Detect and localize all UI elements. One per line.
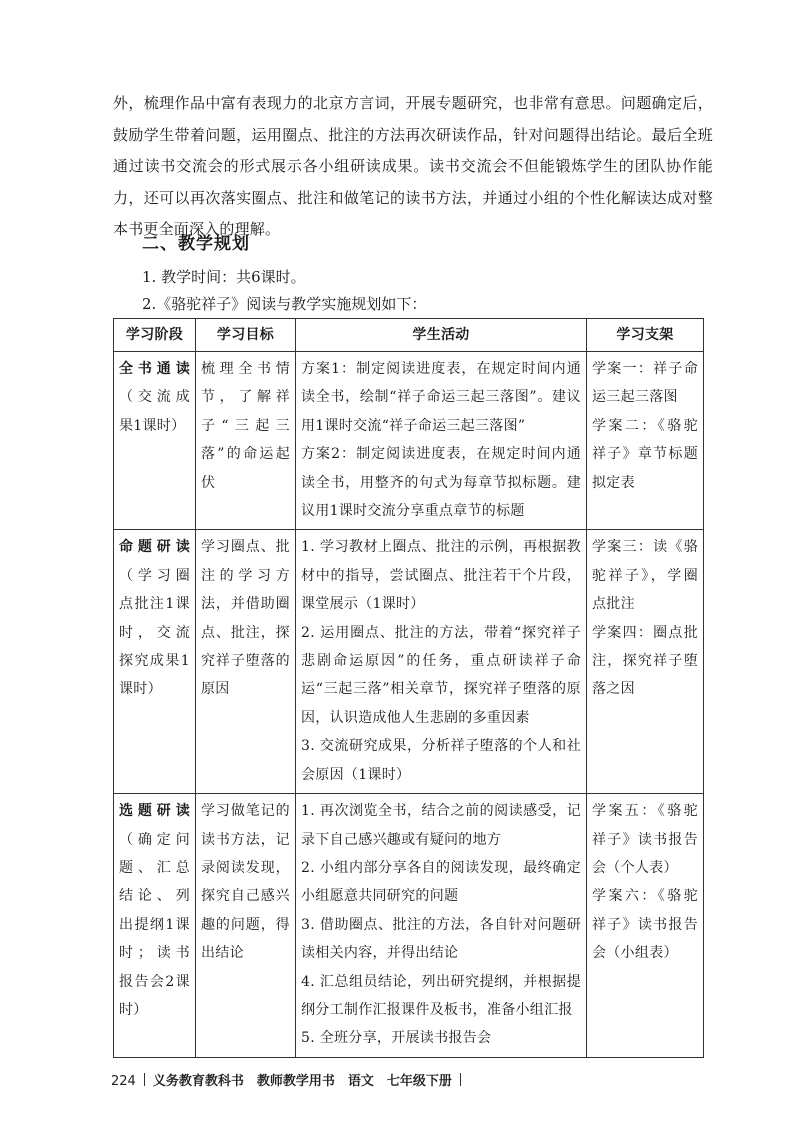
header-activities: 学生活动	[296, 319, 587, 352]
table-row	[114, 352, 704, 530]
stage-note: （学习圈点批注1课时，交流探究成果1课时）	[119, 567, 190, 698]
intro-paragraph: 外，梳理作品中富有表现力的北京方言词，开展专题研究，也非常有意思。问题确定后，鼓励学生带着问题，运用圈点、批注的方法再次研读作品，针对问题得出结论。最后全班通过读书交流会的形式展示各小组研读成果。读书交流会不但能锻炼学生的团队协作能力，还可以再次落实圈点、批注和做笔记的读书方法，并通过小组的个性化解读达成对整本书更全面深入的理解。	[113, 94, 713, 238]
page-number: 224	[111, 1074, 136, 1089]
activities-cell	[296, 352, 587, 530]
activities-cell	[296, 794, 587, 1058]
stage-note: （确定问题、汇总结论、列出提纲1课时；读书报告会2课时）	[119, 831, 190, 1018]
table-row	[114, 530, 704, 794]
activity-item: 2. 小组内部分享各自的阅读发现，最终确定小组愿意共同研究的问题	[301, 859, 581, 905]
activity-item: 3. 借助圈点、批注的方法，各自针对问题研读相关内容，并得出结论	[301, 916, 581, 962]
table-header-row	[114, 319, 704, 352]
section-title: 二、教学规划	[142, 234, 250, 254]
activity-item: 方案2：制定阅读进度表，在规定时间内通读全书，用整齐的句式为每章节拟标题。建议用1课时交流分享重点章节的标题	[301, 446, 581, 520]
activity-item: 3. 交流研究成果，分析祥子堕落的个人和社会原因（1课时）	[301, 738, 581, 783]
header-goal: 学习目标	[196, 319, 296, 352]
header-stage: 学习阶段	[114, 319, 196, 352]
activity-item: 4. 汇总组员结论，列出研究提纲，并根据提纲分工制作汇报课件及板书，准备小组汇报	[301, 973, 581, 1018]
stage-name: 命题研读	[119, 539, 190, 556]
support-item: 学案三：读《骆驼祥子》，学圈点批注	[592, 539, 698, 613]
supports-cell	[587, 794, 704, 1058]
support-item: 学案一：祥子命运三起三落图	[592, 361, 698, 406]
stage-cell	[114, 530, 196, 794]
stage-note: （交流成果1课时）	[119, 389, 190, 434]
book-title: 义务教育教科书 教师教学用书 语文 七年级下册	[152, 1074, 452, 1089]
stage-name: 选题研读	[119, 803, 190, 820]
activity-item: 1. 学习教材上圈点、批注的示例，再根据教材中的指导，尝试圈点、批注若干个片段，课堂展示（1课时）	[301, 539, 581, 613]
page-footer	[111, 1072, 469, 1092]
activity-item: 2. 运用圈点、批注的方法，带着“探究祥子悲剧命运原因”的任务，重点研读祥子命运“三起三落”相关章节，探究祥子堕落的原因，认识造成他人生悲剧的多重因素	[301, 624, 581, 726]
activities-cell	[296, 530, 587, 794]
stage-cell	[114, 352, 196, 530]
plan-intro-item: 2.《骆驼祥子》阅读与教学实施规划如下：	[142, 295, 427, 313]
table-row	[114, 794, 704, 1058]
teaching-time-item: 1. 教学时间：共6课时。	[142, 268, 306, 286]
activity-item: 1. 再次浏览全书，结合之前的阅读感受，记录下自己感兴趣或有疑问的地方	[301, 803, 581, 848]
supports-cell	[587, 530, 704, 794]
goal-cell: 学习圈点、批注的学习方法，并借助圈点、批注，探究祥子堕落的原因	[196, 530, 296, 794]
teaching-plan-table	[113, 318, 704, 1058]
support-item: 学案五：《骆驼祥子》读书报告会（个人表）	[592, 803, 698, 876]
activity-item: 5. 全班分享，开展读书报告会	[301, 1030, 492, 1047]
footer-divider	[144, 1073, 145, 1086]
goal-cell: 梳理全书情节，了解祥子“三起三落”的命运起伏	[196, 352, 296, 530]
support-item: 学案二：《骆驼祥子》章节标题拟定表	[592, 417, 698, 491]
activity-item: 方案1：制定阅读进度表，在规定时间内通读全书，绘制“祥子命运三起三落图”。建议用1课时交流“祥子命运三起三落图”	[301, 361, 581, 434]
stage-cell	[114, 794, 196, 1058]
supports-cell	[587, 352, 704, 530]
header-supports: 学习支架	[587, 319, 704, 352]
stage-name: 全书通读	[119, 361, 190, 377]
goal-cell: 学习做笔记的读书方法，记录阅读发现，探究自己感兴趣的问题，得出结论	[196, 794, 296, 1058]
footer-divider	[460, 1073, 461, 1086]
support-item: 学案四：圈点批注，探究祥子堕落之因	[592, 624, 698, 698]
support-item: 学案六：《骆驼祥子》读书报告会（小组表）	[592, 888, 698, 962]
